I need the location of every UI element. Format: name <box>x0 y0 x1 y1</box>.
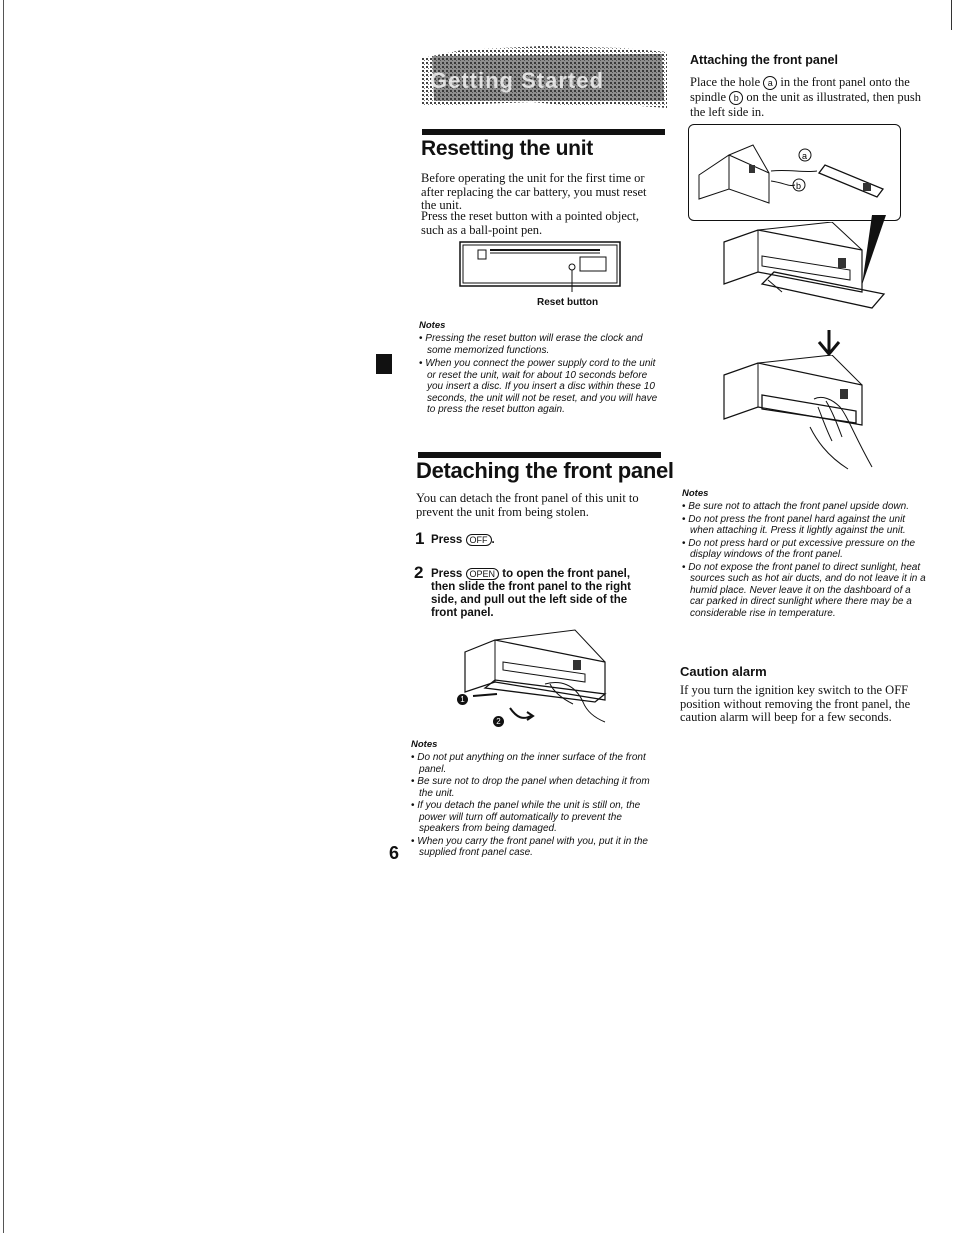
attach-note-2: • Do not press the front panel hard against the unit when attaching it. Press it lightly against the unit. <box>682 514 927 537</box>
detach-intro: You can detach the front panel of this unit to prevent the unit from being stolen. <box>416 491 639 519</box>
step-1-number: 1 <box>415 529 425 548</box>
reset-title: Resetting the unit <box>421 137 593 160</box>
attach-notes-list <box>682 501 927 619</box>
section-banner <box>422 46 667 108</box>
step-2-text <box>431 568 646 620</box>
attach-note-3: • Do not press hard or put excessive pressure on the display windows of the front panel. <box>682 538 927 561</box>
attach-text-c: on the unit as illustrated, then push the left side in. <box>690 90 921 119</box>
section-tab-marker <box>376 354 392 374</box>
attach-text-b: in the front panel onto the spindle <box>690 75 910 104</box>
caution-text: If you turn the ignition key switch to the OFF position without removing the front panel, the caution alarm will beep for a few seconds. <box>680 683 911 724</box>
scan-edge-line-right <box>951 0 952 30</box>
attach-note-4: • Do not expose the front panel to direct sunlight, heat sources such as hot air ducts, and do not leave it in a humid place. Never leave it on the dashboard of a car parked in direct sunlight where there may be a considerable rise in temperature. <box>682 562 927 620</box>
detach-note-1: • Do not put anything on the inner surface of the front panel. <box>411 752 656 775</box>
caution-title: Caution alarm <box>680 664 767 679</box>
spindle-b-marker: b <box>729 91 743 105</box>
reset-figure <box>458 240 628 297</box>
marker-1-label: 1 <box>460 695 465 704</box>
attach-note-1: • Be sure not to attach the front panel upside down. <box>682 501 927 513</box>
reset-note-1: • Pressing the reset button will erase the clock and some memorized functions. <box>419 333 663 356</box>
detach-figure <box>455 622 625 737</box>
detach-notes-list <box>411 752 656 859</box>
reset-note-2: • When you connect the power supply cord to the unit or reset the unit, wait for about 10 seconds before you insert a disc. If you insert a disc within these 10 seconds, the unit will not be reset, and you will have to press the reset button again. <box>419 358 663 416</box>
attach-figure-push <box>722 355 887 480</box>
page-number: 6 <box>389 843 400 863</box>
detach-notes-label: Notes <box>411 739 438 750</box>
reset-paragraph-2: Press the reset button with a pointed object, such as a ball-point pen. <box>421 209 640 237</box>
hole-a-marker: a <box>763 76 777 90</box>
detach-title: Detaching the front panel <box>416 458 674 483</box>
attach-title: Attaching the front panel <box>690 53 838 67</box>
svg-text:b: b <box>796 181 802 191</box>
open-key: OPEN <box>466 568 500 580</box>
off-key: OFF <box>466 534 492 546</box>
attach-notes-label: Notes <box>682 488 709 499</box>
reset-paragraph-1: Before operating the unit for the first time or after replacing the car battery, you must reset the unit. <box>421 171 647 212</box>
svg-text:a: a <box>802 151 808 161</box>
attach-instructions <box>690 75 935 120</box>
reset-notes-label: Notes <box>419 320 446 331</box>
step-2-prefix: Press <box>431 568 463 580</box>
detach-marker-2 <box>493 716 504 727</box>
section-rule-reset <box>422 129 665 135</box>
step-1-prefix: Press <box>431 534 463 546</box>
reset-notes-list <box>419 333 663 416</box>
step-1-text: Press OFF . <box>431 534 495 546</box>
attach-inset-figure <box>688 124 901 221</box>
marker-2-label: 2 <box>496 717 501 726</box>
detach-note-3: • If you detach the panel while the unit is still on, the power will turn off automatically to prevent the speakers from being damaged. <box>411 800 656 835</box>
detach-note-2: • Be sure not to drop the panel when detaching it from the unit. <box>411 776 656 799</box>
step-2-number: 2 <box>414 563 424 582</box>
step-2-body: to open the front panel, then slide the front panel to the right side, and pull out the left side of the front panel. <box>431 568 631 619</box>
banner-text: Getting Started <box>430 68 604 93</box>
attach-figure-step <box>722 222 887 322</box>
scan-edge-line <box>3 0 4 1233</box>
detach-marker-1 <box>457 694 468 705</box>
attach-text-a: Place the hole <box>690 75 761 89</box>
reset-button-caption: Reset button <box>537 297 599 308</box>
detach-note-4: • When you carry the front panel with you, put it in the supplied front panel case. <box>411 836 656 859</box>
